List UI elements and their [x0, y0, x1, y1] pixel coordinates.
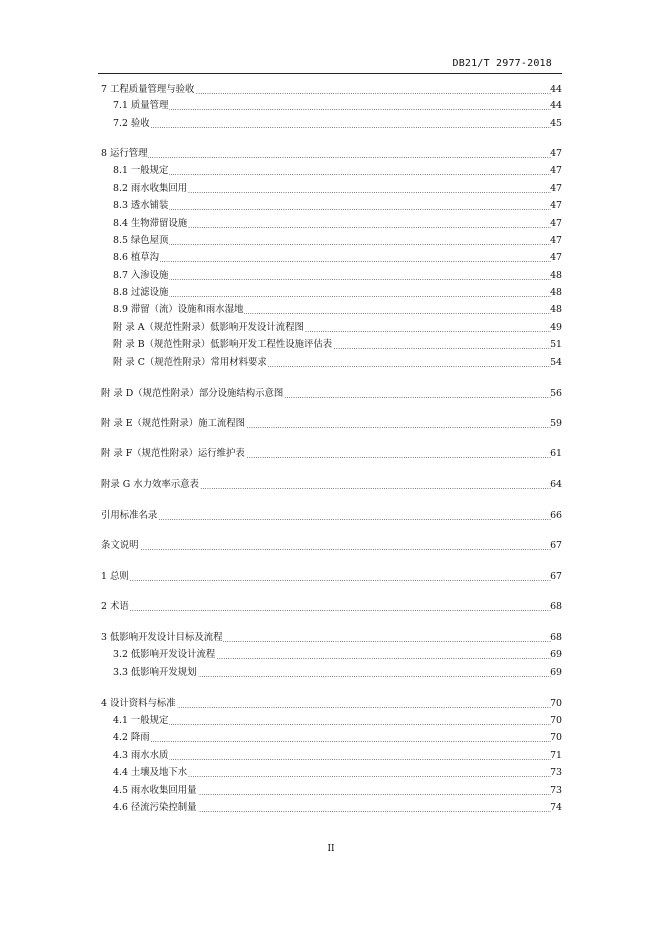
toc-entry[interactable] [0, 164, 662, 178]
toc-entry-page: 73 [550, 785, 562, 796]
toc-leader-dots [101, 570, 551, 584]
toc-entry-label: 4.5 雨水收集回用量 [113, 785, 197, 796]
toc-entry-label: 2 术语 [101, 601, 129, 612]
toc-entry[interactable] [0, 697, 662, 711]
toc-entry-label: 附 录 B（规范性附录）低影响开发工程性设施评估表 [113, 339, 333, 350]
toc-entry[interactable] [0, 784, 662, 798]
toc-entry-label: 4.4 土壤及地下水 [113, 767, 188, 778]
toc-entry[interactable] [0, 600, 662, 614]
toc-entry-label: 附 录 A（规范性附录）低影响开发设计流程图 [113, 322, 304, 333]
toc-leader-dots [113, 117, 551, 131]
toc-entry-label: 4 设计资料与标准 [101, 698, 176, 709]
toc-entry-label: 8.4 生物滞留设施 [113, 218, 188, 229]
toc-entry-label: 8.5 绿色屋顶 [113, 235, 169, 246]
toc-entry-label: 8.3 透水铺装 [113, 200, 169, 211]
toc-entry-page: 69 [550, 649, 562, 660]
toc-entry-page: 67 [550, 540, 562, 551]
toc-entry-label: 附 录 E（规范性附录）施工流程图 [101, 418, 246, 429]
toc-entry-page: 67 [550, 571, 562, 582]
toc-entry-label: 1 总则 [101, 571, 129, 582]
toc-leader-dots [113, 714, 551, 728]
toc-entry-label: 8.7 入渗设施 [113, 270, 169, 281]
toc-leader-dots [113, 164, 551, 178]
toc-entry[interactable] [0, 117, 662, 131]
toc-entry-label: 条文说明 [101, 540, 139, 551]
toc-entry-page: 47 [550, 218, 562, 229]
toc-entry-page: 74 [550, 802, 562, 813]
toc-leader-dots [113, 199, 551, 213]
header-rule [98, 73, 562, 74]
toc-entry[interactable] [0, 99, 662, 113]
toc-entry-page: 68 [550, 601, 562, 612]
toc-entry-page: 71 [550, 750, 562, 761]
toc-entry-label: 3 低影响开发设计目标及流程 [101, 632, 223, 643]
toc-entry[interactable] [0, 509, 662, 523]
toc-entry-label: 7.2 验收 [113, 118, 150, 129]
toc-entry-page: 69 [550, 667, 562, 678]
toc-entry[interactable] [0, 83, 662, 97]
toc-entry-label: 7.1 质量管理 [113, 100, 169, 111]
toc-leader-dots [101, 509, 551, 523]
toc-entry[interactable] [0, 731, 662, 745]
toc-entry-page: 47 [550, 200, 562, 211]
toc-entry-page: 47 [550, 235, 562, 246]
toc-entry-page: 47 [550, 252, 562, 263]
toc-entry[interactable] [0, 356, 662, 370]
toc-entry-page: 49 [550, 322, 562, 333]
toc-entry-page: 54 [550, 357, 562, 368]
toc-entry-label: 附 录 C（规范性附录）常用材料要求 [113, 357, 267, 368]
toc-entry[interactable] [0, 801, 662, 815]
toc-entry[interactable] [0, 666, 662, 680]
toc-entry-label: 4.2 降雨 [113, 732, 150, 743]
toc-entry-label: 8.8 过滤设施 [113, 287, 169, 298]
toc-entry-page: 61 [550, 448, 562, 459]
toc-entry-label: 7 工程质量管理与验收 [101, 84, 195, 95]
toc-entry[interactable] [0, 251, 662, 265]
toc-entry-page: 70 [550, 715, 562, 726]
toc-entry-page: 66 [550, 510, 562, 521]
toc-entry[interactable] [0, 303, 662, 317]
toc-entry[interactable] [0, 199, 662, 213]
toc-leader-dots [113, 749, 551, 763]
toc-entry[interactable] [0, 631, 662, 645]
toc-entry-label: 8 运行管理 [101, 148, 148, 159]
toc-leader-dots [113, 269, 551, 283]
toc-entry-page: 47 [550, 148, 562, 159]
toc-entry-label: 4.1 一般规定 [113, 715, 169, 726]
toc-entry-page: 44 [550, 100, 562, 111]
toc-entry-label: 附 录 D（规范性附录）部分设施结构示意图 [101, 388, 284, 399]
toc-entry-label: 4.3 雨水水质 [113, 750, 169, 761]
toc-entry-label: 附 录 F（规范性附录）运行维护表 [101, 448, 245, 459]
toc-entry-label: 8.1 一般规定 [113, 165, 169, 176]
page-header-code: DB21/T 2977-2018 [452, 58, 552, 69]
toc-leader-dots [101, 600, 551, 614]
toc-leader-dots [113, 251, 551, 265]
toc-entry[interactable] [0, 387, 662, 401]
toc-entry[interactable] [0, 478, 662, 492]
toc-leader-dots [101, 539, 551, 553]
toc-entry[interactable] [0, 321, 662, 335]
toc-entry[interactable] [0, 286, 662, 300]
toc-leader-dots [113, 286, 551, 300]
toc-leader-dots [113, 234, 551, 248]
toc-entry-label: 3.3 低影响开发规划 [113, 667, 197, 678]
toc-entry-page: 64 [550, 479, 562, 490]
toc-entry[interactable] [0, 217, 662, 231]
toc-entry[interactable] [0, 648, 662, 662]
toc-entry-page: 45 [550, 118, 562, 129]
toc-entry-label: 8.9 滞留（流）设施和雨水湿地 [113, 304, 244, 315]
toc-entry[interactable] [0, 714, 662, 728]
toc-entry[interactable] [0, 447, 662, 461]
toc-entry-page: 73 [550, 767, 562, 778]
toc-entry-label: 4.6 径流污染控制量 [113, 802, 197, 813]
toc-entry-page: 48 [550, 304, 562, 315]
toc-entry-page: 48 [550, 287, 562, 298]
footer-page-number: II [327, 844, 335, 854]
toc-entry-label: 3.2 低影响开发设计流程 [113, 649, 216, 660]
toc-entry-label: 附录 G 水力效率示意表 [101, 479, 199, 490]
toc-entry-page: 70 [550, 732, 562, 743]
toc-entry[interactable] [0, 766, 662, 780]
toc-leader-dots [113, 731, 551, 745]
toc-entry[interactable] [0, 182, 662, 196]
toc-entry-label: 8.2 雨水收集回用 [113, 183, 188, 194]
toc-leader-dots [113, 99, 551, 113]
toc-entry-label: 引用标准名录 [101, 510, 158, 521]
toc-entry[interactable] [0, 749, 662, 763]
toc-entry-page: 70 [550, 698, 562, 709]
toc-entry-page: 56 [550, 388, 562, 399]
toc-entry-page: 48 [550, 270, 562, 281]
toc-entry[interactable] [0, 539, 662, 553]
toc-leader-dots [101, 147, 551, 161]
toc-entry[interactable] [0, 234, 662, 248]
toc-entry-page: 47 [550, 183, 562, 194]
toc-entry[interactable] [0, 147, 662, 161]
toc-entry[interactable] [0, 269, 662, 283]
toc-entry[interactable] [0, 338, 662, 352]
toc-entry-page: 51 [550, 339, 562, 350]
toc-entry-page: 68 [550, 632, 562, 643]
toc-entry-page: 44 [550, 84, 562, 95]
toc-entry-page: 47 [550, 165, 562, 176]
toc-entry-label: 8.6 植草沟 [113, 252, 160, 263]
toc-entry-page: 59 [550, 418, 562, 429]
toc-entry[interactable] [0, 570, 662, 584]
toc-entry[interactable] [0, 417, 662, 431]
